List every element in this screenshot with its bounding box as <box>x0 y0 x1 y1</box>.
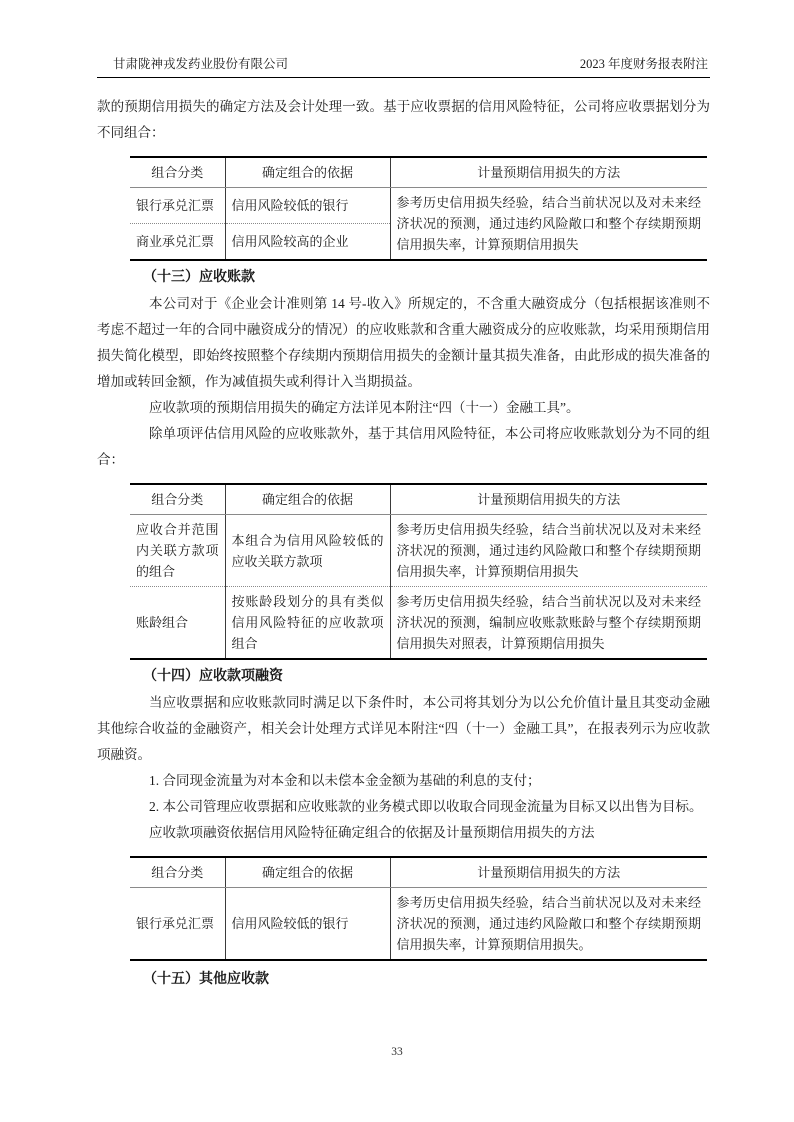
section14-item-1: 1. 合同现金流量为对本金和以未偿本金金额为基础的利息的支付； <box>149 773 541 788</box>
cell-method: 参考历史信用损失经验，结合当前状况以及对未来经济状况的预测，编制应收账款账龄与整个存续期预期信用损失对照表，计算预期信用损失 <box>390 587 707 660</box>
cell-category: 应收合并范围内关联方款项的组合 <box>136 522 219 579</box>
accounts-receivable-portfolio-table <box>130 483 707 660</box>
table-row <box>130 888 707 961</box>
cell-method: 参考历史信用损失经验，结合当前状况以及对未来经济状况的预测，通过违约风险敞口和整个存续期预期信用损失率，计算预期信用损失。 <box>390 888 707 961</box>
cell-category: 账龄组合 <box>130 587 225 660</box>
column-header-method: 计量预期信用损失的方法 <box>390 857 707 888</box>
cell-basis: 信用风险较低的银行 <box>225 188 390 224</box>
table-row <box>130 188 707 224</box>
section13-paragraph-3: 除单项评估信用风险的应收账款外，基于其信用风险特征，本公司将应收账款划分为不同的组合： <box>97 426 710 467</box>
column-header-portfolio: 组合分类 <box>130 157 225 188</box>
cell-method: 参考历史信用损失经验，结合当前状况以及对未来经济状况的预测，通过违约风险敞口和整个存续期预期信用损失率，计算预期信用损失 <box>390 515 707 587</box>
section-heading-13: （十三）应收账款 <box>143 270 255 285</box>
column-header-portfolio: 组合分类 <box>130 484 225 515</box>
column-header-portfolio: 组合分类 <box>130 857 225 888</box>
table-row <box>130 515 707 587</box>
header-doc-title: 2023 年度财务报表附注 <box>579 57 708 71</box>
column-header-basis: 确定组合的依据 <box>225 484 390 515</box>
cell-basis: 信用风险较低的银行 <box>225 888 390 961</box>
intro-paragraph: 款的预期信用损失的确定方法及会计处理一致。基于应收票据的信用风险特征，公司将应收票据划分为不同组合： <box>97 99 710 140</box>
section-heading-14: （十四）应收款项融资 <box>143 669 283 684</box>
notes-receivable-portfolio-table <box>130 156 707 261</box>
receivables-financing-portfolio-table <box>130 856 707 961</box>
section-heading-15: （十五）其他应收款 <box>143 972 269 987</box>
column-header-basis: 确定组合的依据 <box>225 857 390 888</box>
column-header-method: 计量预期信用损失的方法 <box>390 157 707 188</box>
cell-basis: 信用风险较高的企业 <box>225 223 390 260</box>
table-header-row <box>130 484 707 515</box>
page-number: 33 <box>391 1046 403 1058</box>
cell-category: 银行承兑汇票 <box>136 916 215 931</box>
section14-item-2: 2. 本公司管理应收票据和应收账款的业务模式即以收取合同现金流量为目标又以出售为目标。 <box>149 799 703 814</box>
section14-paragraph-1: 当应收票据和应收账款同时满足以下条件时，本公司将其划分为以公允价值计量且其变动金融其他综合收益的金融资产，相关会计处理方式详见本附注“四（十一）金融工具”，在报表列示为应收款项融资。 <box>97 695 710 762</box>
cell-category: 商业承兑汇票 <box>130 223 225 260</box>
column-header-method: 计量预期信用损失的方法 <box>390 484 707 515</box>
cell-basis: 本组合为信用风险较低的应收关联方款项 <box>225 515 390 587</box>
table-header-row <box>130 857 707 888</box>
table-row <box>130 587 707 660</box>
header-company-name: 甘肃陇神戎发药业股份有限公司 <box>113 57 289 71</box>
table-header-row <box>130 157 707 188</box>
cell-basis: 按账龄段划分的具有类似信用风险特征的应收款项组合 <box>225 587 390 660</box>
section13-paragraph-2: 应收款项的预期信用损失的确定方法详见本附注“四（十一）金融工具”。 <box>149 400 580 415</box>
page-header <box>97 54 710 78</box>
section14-paragraph-2: 应收款项融资依据信用风险特征确定组合的依据及计量预期信用损失的方法 <box>149 825 595 840</box>
cell-method-merged: 参考历史信用损失经验，结合当前状况以及对未来经济状况的预测，通过违约风险敞口和整个存续期预期信用损失率，计算预期信用损失 <box>390 188 707 261</box>
column-header-basis: 确定组合的依据 <box>225 157 390 188</box>
section13-paragraph-1: 本公司对于《企业会计准则第 14 号-收入》所规定的，不含重大融资成分（包括根据该准则不考虑不超过一年的合同中融资成分的情况）的应收账款和含重大融资成分的应收账款，均采用预期信用损失简化模型，即始终按照整个存续期内预期信用损失的金额计量其损失准备，由此形成的损失准备的增加或转回金额，作为减值损失或利得计入当期损益。 <box>97 296 710 389</box>
cell-category: 银行承兑汇票 <box>136 197 215 213</box>
